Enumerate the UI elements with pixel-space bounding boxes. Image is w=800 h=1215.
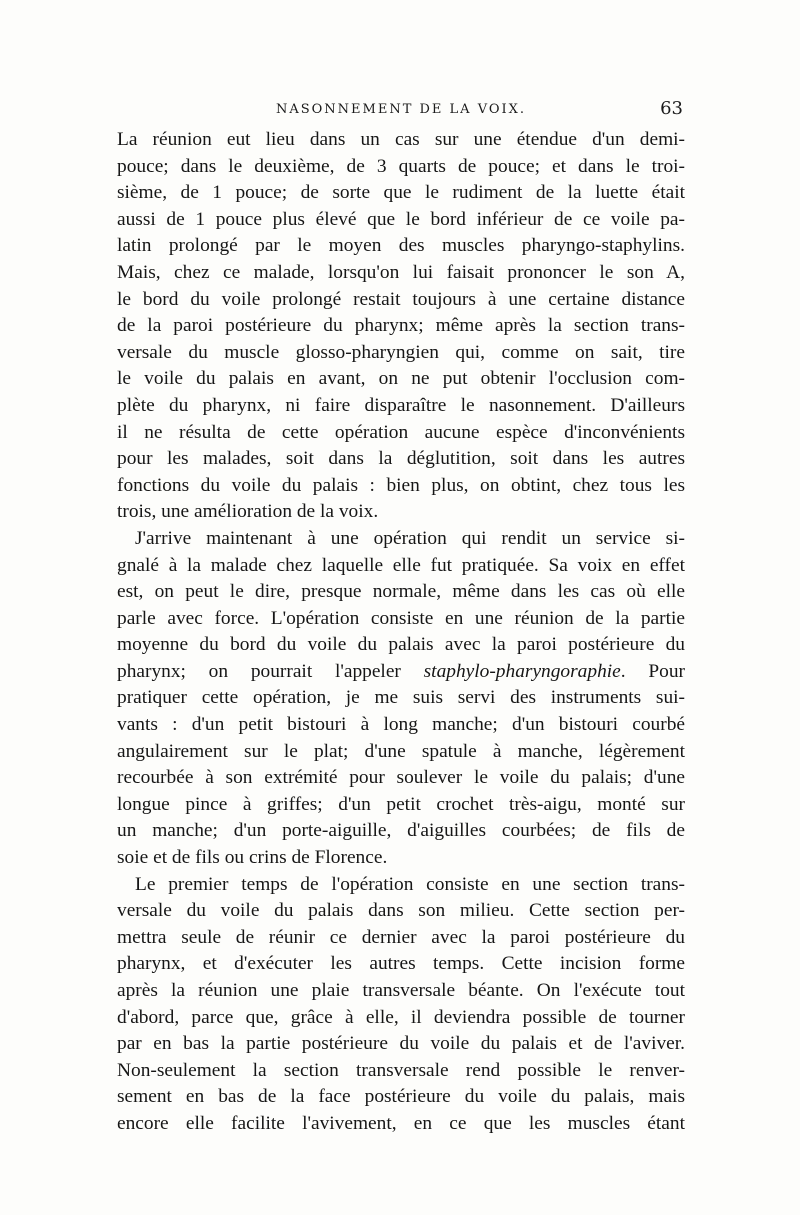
text-line: de la paroi postérieure du pharynx; même après la section trans- [117, 315, 685, 337]
text-line: Non-seulement la section transversale rend possible le renver- [117, 1059, 685, 1081]
text-line: pour les malades, soit dans la déglutition, soit dans les autres [117, 448, 685, 470]
text-line: Mais, chez ce malade, lorsqu'on lui faisait prononcer le son A, [117, 261, 685, 283]
text-line: La réunion eut lieu dans un cas sur une étendue d'un demi- [117, 129, 685, 150]
paragraph-1 [117, 127, 685, 526]
text-line: le voile du palais en avant, on ne put obtenir l'occlusion com- [117, 368, 685, 390]
text-line: moyenne du bord du voile du palais avec la paroi postérieure du [117, 634, 685, 656]
text-line: par en bas la partie postérieure du voile du palais et de l'aviver. [117, 1033, 685, 1055]
text-line: est, on peut le dire, presque normale, même dans les cas où elle [117, 581, 685, 603]
text-line: parle avec force. L'opération consiste en une réunion de la partie [117, 607, 685, 629]
text-fragment: pharynx; on pourrait l'appeler [117, 660, 424, 682]
text-line: aussi de 1 pouce plus élevé que le bord inférieur de ce voile pa- [117, 208, 685, 230]
text-line: recourbée à son extrémité pour soulever le voile du palais; d'une [117, 767, 685, 789]
text-line: vants : d'un petit bistouri à long manche; d'un bistouri courbé [117, 714, 685, 736]
text-line: soie et de fils ou crins de Florence. [117, 847, 388, 869]
text-line: J'arrive maintenant à une opération qui rendit un service si- [135, 527, 685, 549]
text-line-with-term [117, 659, 685, 686]
italic-term: staphylo-pharyngoraphie [423, 660, 621, 682]
text-line: après la réunion une plaie transversale béante. On l'exécute tout [117, 980, 685, 1001]
text-line: un manche; d'un porte-aiguille, d'aiguilles courbées; de fils de [117, 820, 685, 842]
text-line: longue pince à griffes; d'un petit crochet très-aigu, monté sur [117, 793, 685, 815]
text-line: fonctions du voile du palais : bien plus, on obtint, chez tous les [117, 474, 685, 496]
running-head [117, 98, 685, 120]
text-line: sième, de 1 pouce; de sorte que le rudiment de la luette était [117, 182, 685, 204]
text-line: d'abord, parce que, grâce à elle, il deviendra possible de tourner [117, 1006, 685, 1028]
text-line: le bord du voile prolongé restait toujours à une certaine distance [117, 288, 685, 310]
text-line: sement en bas de la face postérieure du voile du palais, mais [117, 1086, 685, 1108]
text-line: pouce; dans le deuxième, de 3 quarts de pouce; et dans le troi- [117, 155, 685, 177]
paragraph-3 [117, 872, 685, 1138]
text-line: Le premier temps de l'opération consiste en une section trans- [135, 873, 685, 895]
text-line: il ne résulta de cette opération aucune espèce d'inconvénients [117, 421, 685, 443]
text-line: mettra seule de réunir ce dernier avec la paroi postérieure du [117, 926, 685, 948]
text-line: gnalé à la malade chez laquelle elle fut pratiquée. Sa voix en effet [117, 554, 685, 576]
running-title: NASONNEMENT DE LA VOIX. [275, 102, 527, 117]
text-line: versale du voile du palais dans son milieu. Cette section per- [117, 900, 685, 922]
text-line: versale du muscle glosso-pharyngien qui, comme on sait, tire [117, 341, 685, 363]
text-line: plète du pharynx, ni faire disparaître le nasonnement. D'ailleurs [117, 394, 685, 416]
text-line: trois, une amélioration de la voix. [117, 501, 379, 523]
text-fragment: . Pour [620, 660, 685, 682]
text-line: latin prolongé par le moyen des muscles pharyngo-staphylins. [117, 235, 685, 257]
text-line: pratiquer cette opération, je me suis servi des instruments sui- [117, 687, 685, 709]
page-number: 63 [660, 98, 683, 119]
text-line: encore elle facilite l'avivement, en ce que les muscles étant [117, 1112, 685, 1134]
text-line: pharynx, et d'exécuter les autres temps. Cette incision forme [117, 953, 685, 975]
text-line: angulairement sur le plat; d'une spatule à manche, légèrement [117, 740, 685, 762]
paragraph-2 [117, 526, 685, 872]
body-text [117, 127, 685, 1138]
